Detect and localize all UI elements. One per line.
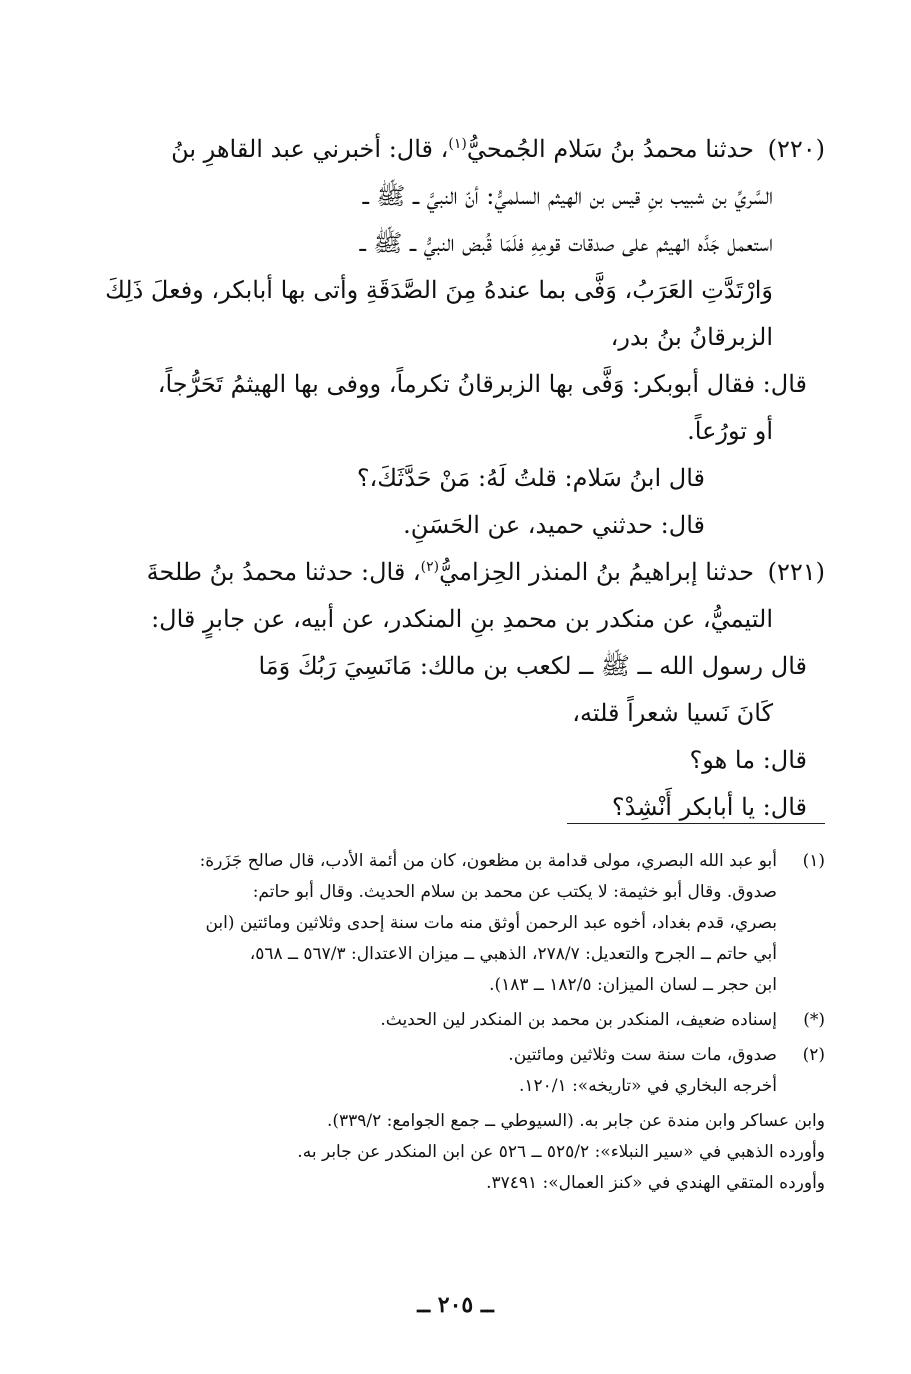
hadith-number: (٢٢١) bbox=[767, 558, 825, 586]
footnote-line: إسناده ضعيف، المنكدر بن محمد بن المنكدر لين الحديث. bbox=[380, 1010, 777, 1030]
paragraph-kaab bbox=[95, 643, 825, 737]
paragraph-line: قال رسول الله ــ ﷺ ــ لكعب بن مالك: مَانَسِيَ رَبُكَ وَمَا bbox=[258, 652, 807, 680]
footnote-body bbox=[95, 1005, 777, 1036]
footnote-body bbox=[95, 846, 777, 1001]
paragraph-line: قال: فقال أبوبكر: وَفَّى بها الزبرقانُ تكرماً، ووفى بها الهيثمُ تَحَرُّجاً، bbox=[157, 370, 807, 398]
footnote-line: صدوق. وقال أبو خثيمة: لا يكتب عن محمد بن سلام الحديث. وقال أبو حاتم: bbox=[252, 882, 777, 902]
sources-block bbox=[95, 1106, 825, 1199]
line-hamid: قال: حدثني حميد، عن الحَسَنِ. bbox=[403, 511, 705, 539]
footnote-body bbox=[95, 1040, 777, 1102]
hadith-text: ، قال: أخبرني عبد القاهرِ بنُ bbox=[171, 135, 449, 163]
footnote-mark: (٢) bbox=[802, 1045, 825, 1065]
footnote-divider bbox=[567, 823, 825, 824]
footnote-ref-2: (٢) bbox=[420, 559, 440, 575]
hadith-220-line-2: السَّريِّ بن شبيب بنِ قيس بن الهيثم السلميُّ: أنّ النبيَّ ــ ﷺ ــ bbox=[362, 182, 773, 210]
footnote-mark: (*) bbox=[803, 1010, 825, 1030]
source-line: وأورده المتقي الهندي في «كنز العمال»: ٣٧٤٩١. bbox=[486, 1173, 825, 1193]
footnote-ref-1: (١) bbox=[448, 136, 467, 152]
hadith-220-line-1 bbox=[95, 126, 825, 173]
line-what: قال: ما هو؟ bbox=[689, 746, 807, 774]
footnote-line: بصري، قدم بغداد، أخوه عبد الرحمن أوثق منه مات سنة إحدى وثلاثين ومائتين (ابن bbox=[205, 913, 777, 933]
hadith-221-line-1 bbox=[95, 549, 825, 596]
sources-body bbox=[95, 1106, 825, 1199]
footnote-line: أبي حاتم ــ الجرح والتعديل: ٢٧٨/٧، الذهبي ــ ميزان الاعتدال: ٥٦٧/٣ ــ ٥٦٨، bbox=[249, 944, 777, 964]
hadith-220-line-4: وَارْتَدَّتِ العَرَبُ، وَفَّى بما عندهُ مِنَ الصَّدَقَةِ وأتى بها أبابكر، وفعلَ ذَلِكَ bbox=[105, 276, 773, 304]
hadith-221-line-2: التيميُّ، عن منكدر بن محمدِ بنِ المنكدر، عن أبيه، عن جابرٍ قال: bbox=[151, 605, 773, 633]
paragraph-abu-bakr bbox=[95, 361, 825, 455]
source-line: وأورده الذهبي في «سير النبلاء»: ٥٢٥/٢ ــ ٥٢٦ عن ابن المنكدر عن جابر به. bbox=[297, 1142, 825, 1162]
footnotes bbox=[95, 846, 825, 1203]
line-ibn-salam: قال ابنُ سَلام: قلتُ لَهُ: مَنْ حَدَّثَكَ،؟ bbox=[356, 464, 705, 492]
hadith-text: حدثنا إبراهيمُ بنُ المنذر الحِزاميُّ bbox=[439, 558, 754, 586]
page-number: ــ ٢٠٥ ــ bbox=[417, 1292, 494, 1318]
footnote-line: أبو عبد الله البصري، مولى قدامة بن مظعون، كان من أئمة الأدب، قال صالح جَزَرة: bbox=[199, 851, 777, 871]
hadith-220-line-5: الزبرقانُ بنُ بدر، bbox=[610, 323, 773, 351]
source-line: وابن عساكر وابن مندة عن جابر به. (السيوطي ــ جمع الجوامع: ٣٣٩/٢). bbox=[326, 1111, 825, 1131]
hadith-221 bbox=[95, 549, 825, 643]
footnote-star bbox=[95, 1005, 825, 1036]
footnote-line: صدوق، مات سنة ست وثلاثين ومائتين. bbox=[508, 1045, 777, 1065]
footnote-line: ابن حجر ــ لسان الميزان: ١٨٢/٥ ــ ١٨٣). bbox=[489, 975, 777, 995]
main-text bbox=[95, 126, 825, 831]
hadith-text: ، قال: حدثنا محمدُ بنُ طلحةَ bbox=[146, 558, 421, 586]
paragraph-line: كَانَ نَسيا شعراً قلته، bbox=[572, 699, 773, 727]
hadith-text: حدثنا محمدُ بنُ سَلام الجُمحيُّ bbox=[466, 135, 754, 163]
hadith-number: (٢٢٠) bbox=[767, 135, 825, 163]
source-line: أخرجه البخاري في «تاريخه»: ١٢٠/١. bbox=[519, 1076, 777, 1096]
paragraph-line: أو تورُعاً. bbox=[687, 417, 773, 445]
footnote-mark: (١) bbox=[802, 851, 825, 871]
footnote-2 bbox=[95, 1040, 825, 1102]
hadith-220-line-3: استعمل جَدَّه الهيثم على صدقات قومِهِ فلَمَا قُبض النبيُّ ــ ﷺ ــ bbox=[359, 229, 773, 257]
hadith-220 bbox=[95, 126, 825, 361]
line-recite: قال: يا أبابكر أَنْشِدْ؟ bbox=[611, 793, 807, 821]
footnote-1 bbox=[95, 846, 825, 1001]
